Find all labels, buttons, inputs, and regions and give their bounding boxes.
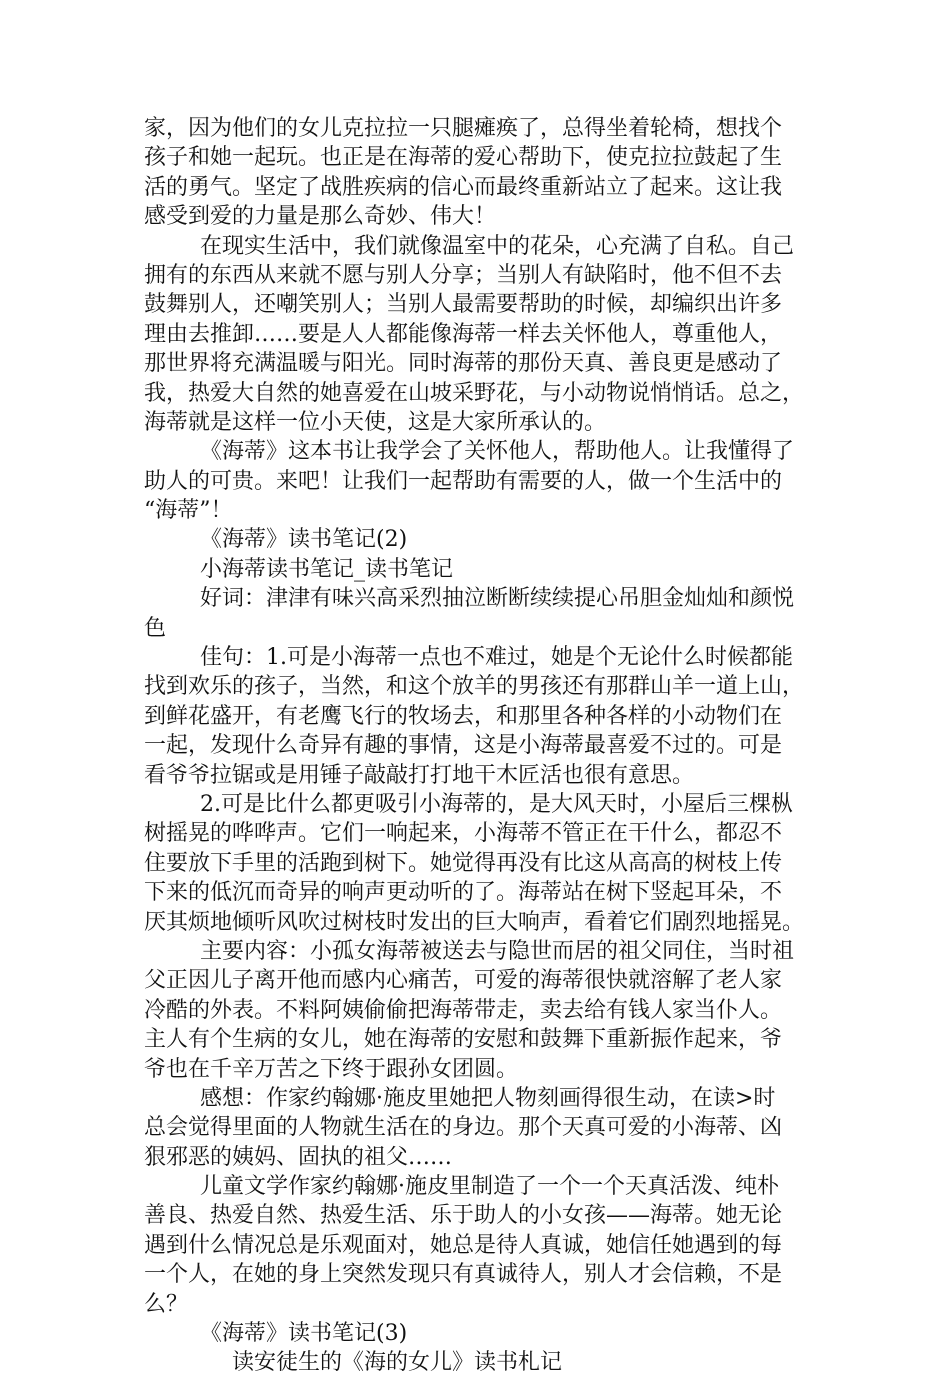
text-line: 孩子和她一起玩。也正是在海蒂的爱心帮助下，使克拉拉鼓起了生 (144, 145, 783, 171)
text-line: 《海蒂》这本书让我学会了关怀他人，帮助他人。让我懂得了 (200, 439, 795, 465)
text-line: 找到欢乐的孩子，当然，和这个放羊的男孩还有那群山羊一道上山， (144, 674, 805, 700)
text-line: 家，因为他们的女儿克拉拉一只腿瘫痪了，总得坐着轮椅，想找个 (144, 116, 783, 141)
text-line: 助人的可贵。来吧！让我们一起帮助有需要的人，做一个生活中的 (144, 468, 783, 494)
text-line: 一个人，在她的身上突然发现只有真诚待人，别人才会信赖，不是 (144, 1262, 783, 1288)
text-line: 主要内容：小孤女海蒂被送去与隐世而居的祖父同住，当时祖 (200, 938, 795, 964)
text-line: 下来的低沉而奇异的响声更动听的了。海蒂站在树下竖起耳朵，不 (144, 880, 783, 906)
text-line: 遇到什么情况总是乐观面对，她总是待人真诚，她信任她遇到的每 (144, 1232, 783, 1258)
text-line: 树摇晃的哗哗声。它们一响起来，小海蒂不管正在干什么，都忍不 (144, 821, 783, 847)
text-line: 主人有个生病的女儿，她在海蒂的安慰和鼓舞下重新振作起来，爷 (144, 1027, 783, 1053)
text-line: 父正因儿子离开他而感内心痛苦，可爱的海蒂很快就溶解了老人家 (144, 968, 783, 994)
text-line: 小海蒂读书笔记_读书笔记 (200, 556, 454, 582)
text-line: 么？ (144, 1291, 189, 1317)
text-line: 一起，发现什么奇异有趣的事情，这是小海蒂最喜爱不过的。可是 (144, 733, 783, 759)
text-line: 厌其烦地倾听风吹过树枝时发出的巨大响声，看着它们剧烈地摇晃。 (144, 909, 805, 935)
text-line: 我，热爱大自然的她喜爱在山坡采野花，与小动物说悄悄话。总之， (144, 380, 805, 406)
text-line: 感想：作家约翰娜·施皮里她把人物刻画得很生动，在读>时 (200, 1085, 776, 1111)
text-line: 在现实生活中，我们就像温室中的花朵，心充满了自私。自己 (200, 233, 795, 259)
text-line: 爷也在千辛万苦之下终于跟孙女团圆。 (144, 1056, 519, 1082)
text-line: 到鲜花盛开，有老鹰飞行的牧场去，和那里各种各样的小动物们在 (144, 703, 783, 729)
text-line: 总会觉得里面的人物就生活在的身边。那个天真可爱的小海蒂、凶 (144, 1115, 783, 1141)
text-line: 2.可是比什么都更吸引小海蒂的，是大风天时，小屋后三棵枞 (200, 791, 793, 817)
text-line: 色 (144, 615, 167, 641)
text-line: “海蒂”！ (144, 498, 233, 524)
text-line: 儿童文学作家约翰娜·施皮里制造了一个一个天真活泼、纯朴 (200, 1174, 779, 1200)
text-line: 《海蒂》读书笔记(2) (200, 527, 408, 553)
text-line: 看爷爷拉锯或是用锤子敲敲打打地干木匠活也很有意思。 (144, 762, 695, 788)
document-body (144, 114, 812, 1378)
text-line: 理由去推卸……要是人人都能像海蒂一样去关怀他人，尊重他人， (144, 321, 783, 347)
text-line: 住要放下手里的活跑到树下。她觉得再没有比这从高高的树枝上传 (144, 850, 783, 876)
text-line: 感受到爱的力量是那么奇妙、伟大！ (144, 204, 497, 230)
text-line: 佳句：1.可是小海蒂一点也不难过，她是个无论什么时候都能 (200, 645, 793, 671)
text-line: 活的勇气。坚定了战胜疾病的信心而最终重新站立了起来。这让我 (144, 174, 783, 200)
text-line: 冷酷的外表。不料阿姨偷偷把海蒂带走，卖去给有钱人家当仆人。 (144, 997, 783, 1023)
text-line: 狠邪恶的姨妈、固执的祖父…… (144, 1144, 453, 1170)
text-line: 读安徒生的《海的女儿》读书札记 (232, 1350, 563, 1376)
text-line: 那世界将充满温暖与阳光。同时海蒂的那份天真、善良更是感动了 (144, 351, 783, 377)
text-line: 好词：津津有味兴高采烈抽泣断断续续提心吊胆金灿灿和颜悦 (200, 586, 795, 612)
text-line: 善良、热爱自然、热爱生活、乐于助人的小女孩——海蒂。她无论 (144, 1203, 783, 1229)
text-line: 鼓舞别人，还嘲笑别人；当别人最需要帮助的时候，却编织出许多 (144, 292, 783, 318)
text-line: 海蒂就是这样一位小天使，这是大家所承认的。 (144, 409, 607, 435)
text-line: 拥有的东西从来就不愿与别人分享；当别人有缺陷时，他不但不去 (144, 262, 783, 288)
text-line: 《海蒂》读书笔记(3) (200, 1321, 408, 1347)
